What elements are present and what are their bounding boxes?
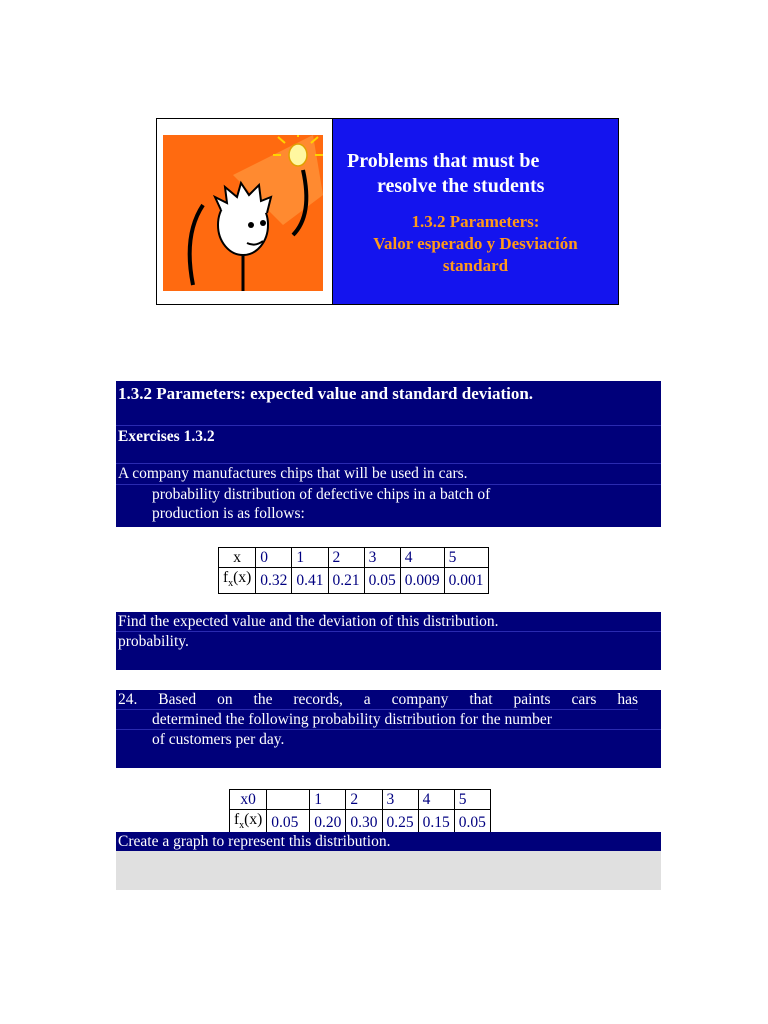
exercises-label: Exercises 1.3.2: [116, 426, 661, 464]
banner-subtitle: [333, 211, 618, 277]
table-cell: 0.05: [267, 810, 310, 836]
graph-task-text: Create a graph to represent this distribution.: [118, 833, 391, 850]
table-cell: 0.001: [444, 568, 488, 594]
table-cell: 0.25: [382, 810, 418, 836]
table-cell: 0.009: [400, 568, 444, 594]
table-cell: 4: [418, 790, 454, 810]
distribution-table-1: [218, 547, 489, 594]
table-cell: 4: [400, 548, 444, 568]
banner-subtitle-line2: Valor esperado y Desviación: [373, 234, 578, 253]
table-cell: 1: [310, 790, 346, 810]
cartoon-illustration: [157, 119, 333, 304]
table-cell: 0: [256, 548, 292, 568]
x-header-cell: x0: [230, 790, 267, 810]
table-cell: 5: [454, 790, 490, 810]
problem24-line3: of customers per day.: [152, 731, 285, 748]
problem24-line1: 24. Based on the records, a company that paints cars has: [118, 691, 638, 708]
f-subscript: x: [239, 820, 245, 832]
fx-header-cell: [219, 568, 256, 594]
banner-subtitle-line3: standard: [442, 256, 509, 275]
table-cell: 0.05: [364, 568, 400, 594]
problem-text-line3: production is as follows:: [152, 505, 305, 522]
table-cell: 3: [364, 548, 400, 568]
banner-title-line2: resolve the students: [377, 175, 545, 197]
banner-title: [347, 149, 544, 199]
problem24-line2: determined the following probability distribution for the number: [116, 710, 661, 730]
section-heading: 1.3.2 Parameters: expected value and standard deviation.: [116, 381, 661, 426]
section-parameters: [116, 381, 661, 527]
table-cell: 0.20: [310, 810, 346, 836]
table-cell: 1: [292, 548, 328, 568]
section-problem-24: [116, 690, 661, 768]
task-text-line1: Find the expected value and the deviation of this distribution.: [116, 612, 661, 632]
table-row: [219, 568, 489, 594]
table-cell: [267, 790, 310, 810]
student-lightbulb-icon: [163, 135, 323, 291]
f-label: f: [234, 811, 240, 828]
table-cell: 3: [382, 790, 418, 810]
banner-subtitle-line1: 1.3.2 Parameters:: [411, 212, 540, 231]
distribution-table-2: [229, 789, 491, 836]
table-cell: 0.30: [346, 810, 382, 836]
blank-grey-area: [116, 851, 661, 890]
task-text-line2: probability.: [118, 633, 189, 650]
table-cell: 2: [346, 790, 382, 810]
f-suffix: (x): [233, 569, 252, 586]
f-suffix: (x): [244, 811, 263, 828]
table-cell: 0.41: [292, 568, 328, 594]
header-banner: [156, 118, 619, 305]
table-cell: 0.15: [418, 810, 454, 836]
table-cell: 0.05: [454, 810, 490, 836]
banner-text-panel: [333, 119, 618, 304]
problem-text-line1: A company manufactures chips that will be used in cars.: [116, 464, 661, 485]
f-subscript: x: [228, 578, 234, 590]
f-label: f: [223, 569, 229, 586]
section-find-expected: [116, 612, 661, 670]
section-create-graph: [116, 832, 661, 851]
table-row: [230, 790, 491, 810]
problem-text-line2: probability distribution of defective chips in a batch of: [152, 486, 491, 503]
table-row: [219, 548, 489, 568]
table-cell: 2: [328, 548, 364, 568]
x-header-cell: x: [219, 548, 256, 568]
table-cell: 0.32: [256, 568, 292, 594]
table-cell: 5: [444, 548, 488, 568]
table-cell: 0.21: [328, 568, 364, 594]
banner-title-line1: Problems that must be: [347, 150, 540, 172]
